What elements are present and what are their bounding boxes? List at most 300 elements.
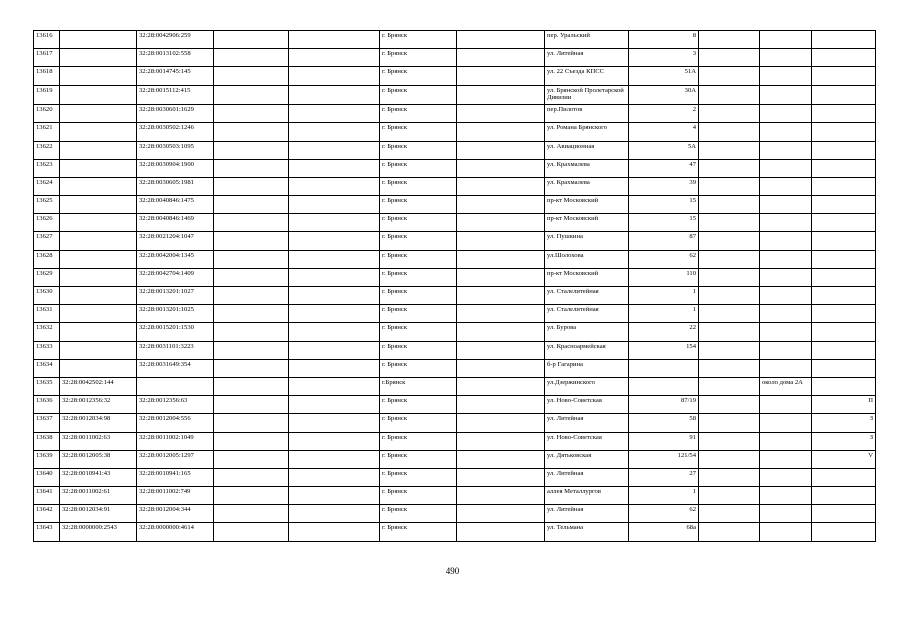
column-5-cell bbox=[289, 268, 380, 286]
row-number-cell: 13632 bbox=[34, 323, 60, 341]
row-number-cell: 13634 bbox=[34, 359, 60, 377]
city-cell: г. Брянск bbox=[380, 177, 457, 195]
house-number-cell: 2 bbox=[629, 105, 699, 123]
column-12-cell: З bbox=[812, 414, 876, 432]
column-4-cell bbox=[214, 268, 289, 286]
cadastral-number-land-cell: 32:28:0042502:144 bbox=[60, 377, 137, 395]
location-note-cell bbox=[760, 67, 812, 85]
location-note-cell bbox=[760, 268, 812, 286]
cadastral-number-building-cell: 32:28:0015112:415 bbox=[137, 85, 214, 105]
table-row bbox=[34, 523, 876, 541]
cadastral-number-building-cell: 32:28:0042004:1345 bbox=[137, 250, 214, 268]
column-7-cell bbox=[457, 67, 545, 85]
column-5-cell bbox=[289, 505, 380, 523]
column-10-cell bbox=[699, 49, 760, 67]
cadastral-number-building-cell: 32:28:0013201:1027 bbox=[137, 287, 214, 305]
column-12-cell: V bbox=[812, 450, 876, 468]
location-note-cell bbox=[760, 287, 812, 305]
column-5-cell bbox=[289, 323, 380, 341]
column-5-cell bbox=[289, 250, 380, 268]
column-12-cell bbox=[812, 214, 876, 232]
column-12-cell bbox=[812, 67, 876, 85]
street-cell: ул. Бурова bbox=[545, 323, 629, 341]
column-7-cell bbox=[457, 468, 545, 486]
row-number-cell: 13638 bbox=[34, 432, 60, 450]
cadastral-number-building-cell: 32:28:0012004:556 bbox=[137, 414, 214, 432]
row-number-cell: 13622 bbox=[34, 141, 60, 159]
column-10-cell bbox=[699, 31, 760, 49]
house-number-cell: 47 bbox=[629, 159, 699, 177]
city-cell: г.Брянск bbox=[380, 377, 457, 395]
column-10-cell bbox=[699, 450, 760, 468]
column-7-cell bbox=[457, 287, 545, 305]
table-row bbox=[34, 49, 876, 67]
street-cell: ул. Крахмалева bbox=[545, 159, 629, 177]
row-number-cell: 13625 bbox=[34, 196, 60, 214]
row-number-cell: 13639 bbox=[34, 450, 60, 468]
column-5-cell bbox=[289, 287, 380, 305]
house-number-cell: 5А bbox=[629, 141, 699, 159]
cadastral-number-land-cell: 32:28:0000000:2543 bbox=[60, 523, 137, 541]
house-number-cell: 1 bbox=[629, 487, 699, 505]
location-note-cell bbox=[760, 196, 812, 214]
cadastral-number-land-cell bbox=[60, 214, 137, 232]
street-cell: ул. Пушкина bbox=[545, 232, 629, 250]
street-cell: б-р Гагарина bbox=[545, 359, 629, 377]
column-7-cell bbox=[457, 305, 545, 323]
column-7-cell bbox=[457, 123, 545, 141]
city-cell: г. Брянск bbox=[380, 432, 457, 450]
column-7-cell bbox=[457, 414, 545, 432]
column-5-cell bbox=[289, 49, 380, 67]
table-row bbox=[34, 85, 876, 105]
city-cell: г. Брянск bbox=[380, 359, 457, 377]
table-row bbox=[34, 196, 876, 214]
column-5-cell bbox=[289, 123, 380, 141]
column-4-cell bbox=[214, 450, 289, 468]
cadastral-number-building-cell: 32:28:0013102:558 bbox=[137, 49, 214, 67]
city-cell: г. Брянск bbox=[380, 414, 457, 432]
cadastral-number-building-cell: 32:28:0042704:1409 bbox=[137, 268, 214, 286]
column-7-cell bbox=[457, 141, 545, 159]
row-number-cell: 13618 bbox=[34, 67, 60, 85]
street-cell: ул.Дзержинского bbox=[545, 377, 629, 395]
table-row bbox=[34, 396, 876, 414]
cadastral-number-land-cell: 32:28:0012034:98 bbox=[60, 414, 137, 432]
column-7-cell bbox=[457, 523, 545, 541]
cadastral-number-land-cell bbox=[60, 341, 137, 359]
column-10-cell bbox=[699, 505, 760, 523]
street-cell: ул. Литейная bbox=[545, 49, 629, 67]
column-4-cell bbox=[214, 341, 289, 359]
cadastral-number-building-cell: 32:28:0014745:145 bbox=[137, 67, 214, 85]
house-number-cell: 15 bbox=[629, 196, 699, 214]
city-cell: г. Брянск bbox=[380, 232, 457, 250]
column-4-cell bbox=[214, 468, 289, 486]
cadastral-number-land-cell bbox=[60, 159, 137, 177]
house-number-cell: 62 bbox=[629, 505, 699, 523]
table-row bbox=[34, 67, 876, 85]
city-cell: г. Брянск bbox=[380, 49, 457, 67]
city-cell: г. Брянск bbox=[380, 123, 457, 141]
column-4-cell bbox=[214, 359, 289, 377]
row-number-cell: 13630 bbox=[34, 287, 60, 305]
cadastral-number-building-cell bbox=[137, 377, 214, 395]
house-number-cell: 58 bbox=[629, 414, 699, 432]
column-7-cell bbox=[457, 85, 545, 105]
street-cell: пр-кт Московский bbox=[545, 196, 629, 214]
column-4-cell bbox=[214, 159, 289, 177]
cadastral-number-building-cell: 32:28:0030601:1629 bbox=[137, 105, 214, 123]
row-number-cell: 13623 bbox=[34, 159, 60, 177]
cadastral-number-building-cell: 32:28:0042906:259 bbox=[137, 31, 214, 49]
cadastral-number-land-cell: 32:28:0012034:91 bbox=[60, 505, 137, 523]
location-note-cell bbox=[760, 214, 812, 232]
row-number-cell: 13633 bbox=[34, 341, 60, 359]
street-cell: ул. Брянской Пролетарской Дивизии bbox=[545, 85, 629, 105]
column-5-cell bbox=[289, 105, 380, 123]
row-number-cell: 13628 bbox=[34, 250, 60, 268]
cadastral-number-land-cell: 32:28:0012005:38 bbox=[60, 450, 137, 468]
column-12-cell bbox=[812, 341, 876, 359]
house-number-cell: 87/19 bbox=[629, 396, 699, 414]
column-7-cell bbox=[457, 214, 545, 232]
column-4-cell bbox=[214, 396, 289, 414]
house-number-cell: 68а bbox=[629, 523, 699, 541]
column-4-cell bbox=[214, 67, 289, 85]
column-4-cell bbox=[214, 123, 289, 141]
city-cell: г. Брянск bbox=[380, 159, 457, 177]
table-row bbox=[34, 177, 876, 195]
column-5-cell bbox=[289, 159, 380, 177]
column-10-cell bbox=[699, 287, 760, 305]
row-number-cell: 13627 bbox=[34, 232, 60, 250]
cadastral-number-building-cell: 32:28:0012004:344 bbox=[137, 505, 214, 523]
street-cell: ул. Крахмалева bbox=[545, 177, 629, 195]
column-10-cell bbox=[699, 377, 760, 395]
house-number-cell: 110 bbox=[629, 268, 699, 286]
house-number-cell: 3 bbox=[629, 49, 699, 67]
cadastral-number-building-cell: 32:28:0031101:3223 bbox=[137, 341, 214, 359]
column-4-cell bbox=[214, 177, 289, 195]
column-12-cell bbox=[812, 232, 876, 250]
column-12-cell bbox=[812, 159, 876, 177]
cadastral-number-building-cell: 32:28:0012356:63 bbox=[137, 396, 214, 414]
street-cell: пер. Уральский bbox=[545, 31, 629, 49]
cadastral-number-land-cell bbox=[60, 141, 137, 159]
location-note-cell bbox=[760, 250, 812, 268]
house-number-cell: 39 bbox=[629, 177, 699, 195]
house-number-cell bbox=[629, 377, 699, 395]
column-5-cell bbox=[289, 359, 380, 377]
city-cell: г. Брянск bbox=[380, 287, 457, 305]
table-row bbox=[34, 468, 876, 486]
table-row bbox=[34, 487, 876, 505]
street-cell: ул. Ново-Советская bbox=[545, 432, 629, 450]
column-4-cell bbox=[214, 85, 289, 105]
column-12-cell bbox=[812, 177, 876, 195]
location-note-cell bbox=[760, 323, 812, 341]
column-12-cell bbox=[812, 268, 876, 286]
column-12-cell bbox=[812, 123, 876, 141]
table-row bbox=[34, 414, 876, 432]
table-row bbox=[34, 505, 876, 523]
table-row bbox=[34, 214, 876, 232]
column-5-cell bbox=[289, 214, 380, 232]
column-5-cell bbox=[289, 450, 380, 468]
street-cell: ул. Красноармейская bbox=[545, 341, 629, 359]
column-4-cell bbox=[214, 432, 289, 450]
street-cell: ул. Сталелитейная bbox=[545, 305, 629, 323]
table-row bbox=[34, 377, 876, 395]
column-5-cell bbox=[289, 432, 380, 450]
house-number-cell: 121/54 bbox=[629, 450, 699, 468]
column-10-cell bbox=[699, 105, 760, 123]
table-row bbox=[34, 305, 876, 323]
city-cell: г. Брянск bbox=[380, 67, 457, 85]
street-cell: пр-кт Московский bbox=[545, 214, 629, 232]
table-row bbox=[34, 268, 876, 286]
cadastral-number-building-cell: 32:28:0030503:1095 bbox=[137, 141, 214, 159]
location-note-cell bbox=[760, 305, 812, 323]
street-cell: ул. 22 Съезда КПСС bbox=[545, 67, 629, 85]
location-note-cell bbox=[760, 141, 812, 159]
column-10-cell bbox=[699, 196, 760, 214]
column-10-cell bbox=[699, 487, 760, 505]
cadastral-number-land-cell: 32:28:0011002:61 bbox=[60, 487, 137, 505]
house-number-cell: 1 bbox=[629, 305, 699, 323]
column-5-cell bbox=[289, 232, 380, 250]
cadastral-number-land-cell: 32:28:0010941:43 bbox=[60, 468, 137, 486]
table-row bbox=[34, 341, 876, 359]
location-note-cell bbox=[760, 450, 812, 468]
column-12-cell bbox=[812, 141, 876, 159]
column-4-cell bbox=[214, 250, 289, 268]
column-7-cell bbox=[457, 250, 545, 268]
cadastral-number-land-cell bbox=[60, 196, 137, 214]
column-10-cell bbox=[699, 159, 760, 177]
column-10-cell bbox=[699, 323, 760, 341]
column-7-cell bbox=[457, 232, 545, 250]
column-12-cell bbox=[812, 487, 876, 505]
cadastral-number-building-cell: 32:28:0030904:1900 bbox=[137, 159, 214, 177]
row-number-cell: 13617 bbox=[34, 49, 60, 67]
column-7-cell bbox=[457, 268, 545, 286]
cadastral-number-building-cell: 32:28:0021204:1047 bbox=[137, 232, 214, 250]
row-number-cell: 13631 bbox=[34, 305, 60, 323]
table-row bbox=[34, 31, 876, 49]
city-cell: г. Брянск bbox=[380, 341, 457, 359]
column-10-cell bbox=[699, 468, 760, 486]
cadastral-number-land-cell bbox=[60, 105, 137, 123]
cadastral-number-land-cell bbox=[60, 268, 137, 286]
row-number-cell: 13621 bbox=[34, 123, 60, 141]
column-4-cell bbox=[214, 105, 289, 123]
column-4-cell bbox=[214, 196, 289, 214]
street-cell: пер.Пилотов bbox=[545, 105, 629, 123]
cadastral-number-building-cell: 32:28:0030605:1981 bbox=[137, 177, 214, 195]
column-5-cell bbox=[289, 341, 380, 359]
column-12-cell bbox=[812, 323, 876, 341]
cadastral-number-land-cell bbox=[60, 85, 137, 105]
row-number-cell: 13640 bbox=[34, 468, 60, 486]
cadastral-number-land-cell bbox=[60, 232, 137, 250]
city-cell: г. Брянск bbox=[380, 214, 457, 232]
column-10-cell bbox=[699, 414, 760, 432]
column-4-cell bbox=[214, 505, 289, 523]
column-12-cell bbox=[812, 359, 876, 377]
column-7-cell bbox=[457, 196, 545, 214]
street-cell: ул. Тельмана bbox=[545, 523, 629, 541]
column-7-cell bbox=[457, 450, 545, 468]
column-4-cell bbox=[214, 305, 289, 323]
column-4-cell bbox=[214, 49, 289, 67]
row-number-cell: 13624 bbox=[34, 177, 60, 195]
city-cell: г. Брянск bbox=[380, 250, 457, 268]
cadastral-number-land-cell bbox=[60, 323, 137, 341]
city-cell: г. Брянск bbox=[380, 487, 457, 505]
street-cell: ул. Дятьковская bbox=[545, 450, 629, 468]
column-10-cell bbox=[699, 67, 760, 85]
city-cell: г. Брянск bbox=[380, 105, 457, 123]
street-cell: ул. Литейная bbox=[545, 414, 629, 432]
house-number-cell: 154 bbox=[629, 341, 699, 359]
column-7-cell bbox=[457, 323, 545, 341]
row-number-cell: 13643 bbox=[34, 523, 60, 541]
street-cell: ул. Романа Брянского bbox=[545, 123, 629, 141]
table-row bbox=[34, 359, 876, 377]
cadastral-number-land-cell bbox=[60, 31, 137, 49]
column-10-cell bbox=[699, 341, 760, 359]
table-row bbox=[34, 159, 876, 177]
city-cell: г. Брянск bbox=[380, 305, 457, 323]
street-cell: ул.Шолохова bbox=[545, 250, 629, 268]
house-number-cell: 15 bbox=[629, 214, 699, 232]
column-5-cell bbox=[289, 196, 380, 214]
cadastral-number-building-cell: 32:28:0030502:1246 bbox=[137, 123, 214, 141]
row-number-cell: 13635 bbox=[34, 377, 60, 395]
column-7-cell bbox=[457, 49, 545, 67]
city-cell: г. Брянск bbox=[380, 523, 457, 541]
row-number-cell: 13636 bbox=[34, 396, 60, 414]
column-7-cell bbox=[457, 377, 545, 395]
cadastral-number-building-cell: 32:28:0040846:1469 bbox=[137, 214, 214, 232]
house-number-cell: 87 bbox=[629, 232, 699, 250]
cadastral-number-building-cell: 32:28:0010941:165 bbox=[137, 468, 214, 486]
location-note-cell bbox=[760, 31, 812, 49]
location-note-cell bbox=[760, 414, 812, 432]
cadastral-number-land-cell bbox=[60, 305, 137, 323]
cadastral-number-building-cell: 32:28:0000000:4614 bbox=[137, 523, 214, 541]
row-number-cell: 13616 bbox=[34, 31, 60, 49]
column-4-cell bbox=[214, 487, 289, 505]
location-note-cell bbox=[760, 359, 812, 377]
column-5-cell bbox=[289, 305, 380, 323]
column-12-cell bbox=[812, 523, 876, 541]
location-note-cell bbox=[760, 396, 812, 414]
city-cell: г. Брянск bbox=[380, 31, 457, 49]
column-10-cell bbox=[699, 268, 760, 286]
column-4-cell bbox=[214, 214, 289, 232]
row-number-cell: 13619 bbox=[34, 85, 60, 105]
row-number-cell: 13637 bbox=[34, 414, 60, 432]
street-cell: ул. Литейная bbox=[545, 468, 629, 486]
table-row bbox=[34, 450, 876, 468]
column-5-cell bbox=[289, 414, 380, 432]
location-note-cell bbox=[760, 232, 812, 250]
column-7-cell bbox=[457, 341, 545, 359]
row-number-cell: 13642 bbox=[34, 505, 60, 523]
column-5-cell bbox=[289, 377, 380, 395]
cadastral-number-building-cell: 32:28:0040846:1475 bbox=[137, 196, 214, 214]
column-10-cell bbox=[699, 305, 760, 323]
cadastral-number-building-cell: 32:28:0031649:354 bbox=[137, 359, 214, 377]
table-row bbox=[34, 287, 876, 305]
column-10-cell bbox=[699, 359, 760, 377]
street-cell: ул. Ново-Советская bbox=[545, 396, 629, 414]
column-5-cell bbox=[289, 67, 380, 85]
column-5-cell bbox=[289, 85, 380, 105]
house-number-cell: 51А bbox=[629, 67, 699, 85]
cadastral-number-land-cell bbox=[60, 250, 137, 268]
column-7-cell bbox=[457, 432, 545, 450]
city-cell: г. Брянск bbox=[380, 141, 457, 159]
column-4-cell bbox=[214, 377, 289, 395]
column-12-cell bbox=[812, 377, 876, 395]
column-10-cell bbox=[699, 432, 760, 450]
column-7-cell bbox=[457, 105, 545, 123]
column-12-cell bbox=[812, 196, 876, 214]
table-body bbox=[34, 31, 876, 542]
location-note-cell bbox=[760, 432, 812, 450]
table-row bbox=[34, 232, 876, 250]
street-cell: аллея Металлургов bbox=[545, 487, 629, 505]
city-cell: г. Брянск bbox=[380, 268, 457, 286]
cadastral-number-building-cell: 32:28:0015201:1530 bbox=[137, 323, 214, 341]
cadastral-number-land-cell bbox=[60, 177, 137, 195]
column-4-cell bbox=[214, 31, 289, 49]
house-number-cell: 1 bbox=[629, 287, 699, 305]
column-10-cell bbox=[699, 250, 760, 268]
location-note-cell bbox=[760, 505, 812, 523]
column-5-cell bbox=[289, 396, 380, 414]
location-note-cell bbox=[760, 468, 812, 486]
location-note-cell bbox=[760, 85, 812, 105]
column-10-cell bbox=[699, 85, 760, 105]
table-row bbox=[34, 123, 876, 141]
house-number-cell bbox=[629, 359, 699, 377]
table-row bbox=[34, 141, 876, 159]
column-7-cell bbox=[457, 177, 545, 195]
column-7-cell bbox=[457, 31, 545, 49]
cadastral-number-land-cell bbox=[60, 67, 137, 85]
column-4-cell bbox=[214, 523, 289, 541]
house-number-cell: 30А bbox=[629, 85, 699, 105]
page-number: 490 bbox=[445, 566, 460, 576]
column-4-cell bbox=[214, 414, 289, 432]
house-number-cell: 27 bbox=[629, 468, 699, 486]
column-7-cell bbox=[457, 487, 545, 505]
column-12-cell bbox=[812, 49, 876, 67]
cadastral-number-land-cell bbox=[60, 49, 137, 67]
city-cell: г. Брянск bbox=[380, 468, 457, 486]
cadastral-number-land-cell bbox=[60, 287, 137, 305]
column-5-cell bbox=[289, 177, 380, 195]
street-cell: ул. Сталелитейная bbox=[545, 287, 629, 305]
street-cell: ул. Авиационная bbox=[545, 141, 629, 159]
city-cell: г. Брянск bbox=[380, 323, 457, 341]
table-row bbox=[34, 323, 876, 341]
